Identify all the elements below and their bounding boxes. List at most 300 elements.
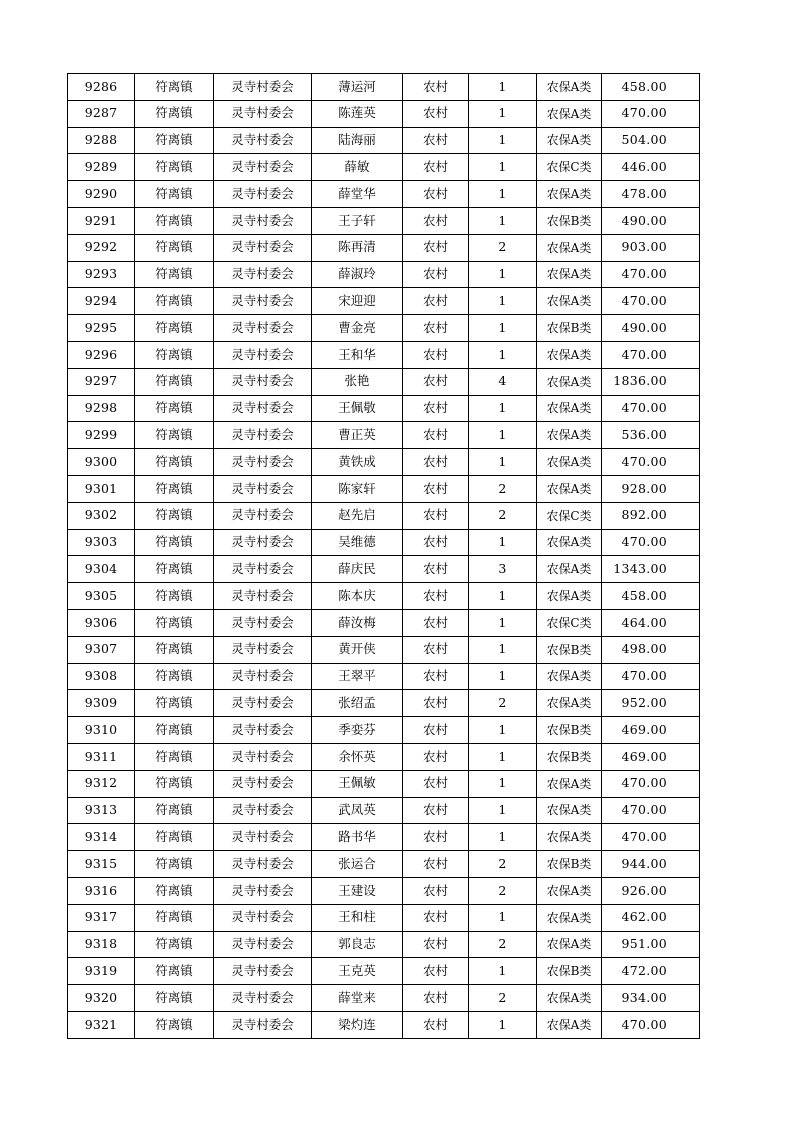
cell-id: 9291 bbox=[68, 207, 135, 234]
cell-count: 1 bbox=[469, 315, 537, 342]
cell-type: 农村 bbox=[403, 556, 469, 583]
cell-type: 农村 bbox=[403, 529, 469, 556]
cell-amount: 470.00 bbox=[602, 770, 700, 797]
cell-id: 9294 bbox=[68, 288, 135, 315]
cell-category: 农保B类 bbox=[537, 717, 602, 744]
cell-amount: 469.00 bbox=[602, 743, 700, 770]
cell-type: 农村 bbox=[403, 636, 469, 663]
table-row bbox=[68, 583, 700, 610]
cell-name: 曹金亮 bbox=[312, 315, 403, 342]
cell-category: 农保A类 bbox=[537, 74, 602, 101]
cell-town: 符离镇 bbox=[135, 1011, 214, 1038]
cell-count: 1 bbox=[469, 770, 537, 797]
table-row bbox=[68, 1011, 700, 1038]
cell-amount: 458.00 bbox=[602, 583, 700, 610]
cell-category: 农保A类 bbox=[537, 770, 602, 797]
cell-category: 农保A类 bbox=[537, 529, 602, 556]
table-row bbox=[68, 717, 700, 744]
cell-id: 9320 bbox=[68, 985, 135, 1012]
cell-type: 农村 bbox=[403, 851, 469, 878]
cell-category: 农保B类 bbox=[537, 315, 602, 342]
cell-village: 灵寺村委会 bbox=[214, 824, 312, 851]
cell-count: 2 bbox=[469, 475, 537, 502]
cell-village: 灵寺村委会 bbox=[214, 207, 312, 234]
cell-village: 灵寺村委会 bbox=[214, 475, 312, 502]
cell-name: 王子轩 bbox=[312, 207, 403, 234]
cell-name: 薄运河 bbox=[312, 74, 403, 101]
cell-name: 王建设 bbox=[312, 877, 403, 904]
cell-id: 9304 bbox=[68, 556, 135, 583]
cell-id: 9311 bbox=[68, 743, 135, 770]
cell-type: 农村 bbox=[403, 261, 469, 288]
cell-town: 符离镇 bbox=[135, 931, 214, 958]
cell-count: 2 bbox=[469, 502, 537, 529]
cell-type: 农村 bbox=[403, 690, 469, 717]
cell-name: 王和柱 bbox=[312, 904, 403, 931]
cell-type: 农村 bbox=[403, 797, 469, 824]
cell-id: 9288 bbox=[68, 127, 135, 154]
cell-amount: 446.00 bbox=[602, 154, 700, 181]
cell-type: 农村 bbox=[403, 181, 469, 208]
table-row bbox=[68, 958, 700, 985]
cell-id: 9287 bbox=[68, 100, 135, 127]
cell-count: 1 bbox=[469, 904, 537, 931]
cell-amount: 470.00 bbox=[602, 100, 700, 127]
cell-id: 9319 bbox=[68, 958, 135, 985]
cell-id: 9318 bbox=[68, 931, 135, 958]
cell-count: 1 bbox=[469, 797, 537, 824]
table-row bbox=[68, 368, 700, 395]
cell-town: 符离镇 bbox=[135, 502, 214, 529]
cell-type: 农村 bbox=[403, 877, 469, 904]
cell-type: 农村 bbox=[403, 824, 469, 851]
cell-count: 1 bbox=[469, 449, 537, 476]
cell-amount: 470.00 bbox=[602, 1011, 700, 1038]
cell-id: 9293 bbox=[68, 261, 135, 288]
cell-id: 9307 bbox=[68, 636, 135, 663]
cell-category: 农保A类 bbox=[537, 985, 602, 1012]
cell-name: 张绍孟 bbox=[312, 690, 403, 717]
cell-town: 符离镇 bbox=[135, 609, 214, 636]
cell-count: 2 bbox=[469, 931, 537, 958]
cell-name: 薛敏 bbox=[312, 154, 403, 181]
cell-town: 符离镇 bbox=[135, 74, 214, 101]
cell-type: 农村 bbox=[403, 127, 469, 154]
cell-amount: 470.00 bbox=[602, 663, 700, 690]
cell-town: 符离镇 bbox=[135, 583, 214, 610]
cell-town: 符离镇 bbox=[135, 717, 214, 744]
cell-village: 灵寺村委会 bbox=[214, 181, 312, 208]
cell-type: 农村 bbox=[403, 74, 469, 101]
cell-id: 9292 bbox=[68, 234, 135, 261]
cell-village: 灵寺村委会 bbox=[214, 717, 312, 744]
cell-town: 符离镇 bbox=[135, 315, 214, 342]
cell-category: 农保A类 bbox=[537, 475, 602, 502]
cell-town: 符离镇 bbox=[135, 743, 214, 770]
cell-id: 9299 bbox=[68, 422, 135, 449]
cell-amount: 1836.00 bbox=[602, 368, 700, 395]
cell-count: 2 bbox=[469, 985, 537, 1012]
cell-id: 9321 bbox=[68, 1011, 135, 1038]
cell-town: 符离镇 bbox=[135, 288, 214, 315]
cell-village: 灵寺村委会 bbox=[214, 797, 312, 824]
cell-name: 郭良志 bbox=[312, 931, 403, 958]
cell-category: 农保A类 bbox=[537, 127, 602, 154]
cell-amount: 470.00 bbox=[602, 824, 700, 851]
cell-town: 符离镇 bbox=[135, 181, 214, 208]
cell-amount: 470.00 bbox=[602, 261, 700, 288]
table-row bbox=[68, 127, 700, 154]
cell-name: 陈家轩 bbox=[312, 475, 403, 502]
cell-amount: 892.00 bbox=[602, 502, 700, 529]
cell-village: 灵寺村委会 bbox=[214, 74, 312, 101]
cell-id: 9300 bbox=[68, 449, 135, 476]
cell-id: 9289 bbox=[68, 154, 135, 181]
table-row bbox=[68, 502, 700, 529]
cell-town: 符离镇 bbox=[135, 904, 214, 931]
cell-id: 9306 bbox=[68, 609, 135, 636]
table-row bbox=[68, 636, 700, 663]
table-row bbox=[68, 341, 700, 368]
cell-name: 薛汝梅 bbox=[312, 609, 403, 636]
cell-type: 农村 bbox=[403, 234, 469, 261]
table-row bbox=[68, 74, 700, 101]
table-row bbox=[68, 288, 700, 315]
cell-amount: 490.00 bbox=[602, 315, 700, 342]
cell-category: 农保A类 bbox=[537, 583, 602, 610]
table-row bbox=[68, 556, 700, 583]
cell-town: 符离镇 bbox=[135, 395, 214, 422]
table-row bbox=[68, 904, 700, 931]
cell-village: 灵寺村委会 bbox=[214, 449, 312, 476]
cell-name: 薛堂华 bbox=[312, 181, 403, 208]
cell-count: 1 bbox=[469, 207, 537, 234]
cell-town: 符离镇 bbox=[135, 797, 214, 824]
cell-amount: 472.00 bbox=[602, 958, 700, 985]
table-row bbox=[68, 690, 700, 717]
cell-category: 农保A类 bbox=[537, 904, 602, 931]
cell-category: 农保A类 bbox=[537, 797, 602, 824]
cell-category: 农保A类 bbox=[537, 100, 602, 127]
cell-amount: 498.00 bbox=[602, 636, 700, 663]
cell-type: 农村 bbox=[403, 717, 469, 744]
cell-amount: 464.00 bbox=[602, 609, 700, 636]
cell-village: 灵寺村委会 bbox=[214, 931, 312, 958]
cell-category: 农保A类 bbox=[537, 234, 602, 261]
cell-category: 农保A类 bbox=[537, 181, 602, 208]
cell-id: 9295 bbox=[68, 315, 135, 342]
cell-town: 符离镇 bbox=[135, 824, 214, 851]
table-row bbox=[68, 609, 700, 636]
cell-amount: 903.00 bbox=[602, 234, 700, 261]
cell-id: 9314 bbox=[68, 824, 135, 851]
cell-category: 农保A类 bbox=[537, 422, 602, 449]
cell-name: 路书华 bbox=[312, 824, 403, 851]
cell-name: 王翠平 bbox=[312, 663, 403, 690]
table-row bbox=[68, 743, 700, 770]
cell-category: 农保C类 bbox=[537, 154, 602, 181]
cell-count: 1 bbox=[469, 663, 537, 690]
cell-town: 符离镇 bbox=[135, 877, 214, 904]
cell-amount: 458.00 bbox=[602, 74, 700, 101]
cell-village: 灵寺村委会 bbox=[214, 422, 312, 449]
cell-town: 符离镇 bbox=[135, 556, 214, 583]
cell-village: 灵寺村委会 bbox=[214, 288, 312, 315]
cell-village: 灵寺村委会 bbox=[214, 636, 312, 663]
cell-id: 9303 bbox=[68, 529, 135, 556]
cell-amount: 934.00 bbox=[602, 985, 700, 1012]
cell-village: 灵寺村委会 bbox=[214, 958, 312, 985]
cell-category: 农保C类 bbox=[537, 609, 602, 636]
cell-name: 宋迎迎 bbox=[312, 288, 403, 315]
cell-category: 农保B类 bbox=[537, 636, 602, 663]
cell-name: 梁灼连 bbox=[312, 1011, 403, 1038]
cell-town: 符离镇 bbox=[135, 985, 214, 1012]
cell-village: 灵寺村委会 bbox=[214, 663, 312, 690]
cell-id: 9298 bbox=[68, 395, 135, 422]
cell-count: 1 bbox=[469, 1011, 537, 1038]
table-row bbox=[68, 395, 700, 422]
cell-id: 9308 bbox=[68, 663, 135, 690]
table-row bbox=[68, 422, 700, 449]
cell-village: 灵寺村委会 bbox=[214, 583, 312, 610]
cell-town: 符离镇 bbox=[135, 958, 214, 985]
cell-category: 农保B类 bbox=[537, 851, 602, 878]
cell-amount: 504.00 bbox=[602, 127, 700, 154]
cell-amount: 928.00 bbox=[602, 475, 700, 502]
table-row bbox=[68, 100, 700, 127]
cell-town: 符离镇 bbox=[135, 770, 214, 797]
cell-category: 农保B类 bbox=[537, 958, 602, 985]
cell-count: 1 bbox=[469, 74, 537, 101]
cell-town: 符离镇 bbox=[135, 234, 214, 261]
table-row bbox=[68, 770, 700, 797]
cell-type: 农村 bbox=[403, 315, 469, 342]
cell-count: 1 bbox=[469, 958, 537, 985]
cell-type: 农村 bbox=[403, 422, 469, 449]
cell-name: 余怀英 bbox=[312, 743, 403, 770]
cell-name: 王佩敬 bbox=[312, 395, 403, 422]
cell-category: 农保A类 bbox=[537, 368, 602, 395]
cell-name: 薛堂来 bbox=[312, 985, 403, 1012]
cell-amount: 926.00 bbox=[602, 877, 700, 904]
cell-type: 农村 bbox=[403, 583, 469, 610]
cell-town: 符离镇 bbox=[135, 663, 214, 690]
cell-count: 1 bbox=[469, 636, 537, 663]
cell-type: 农村 bbox=[403, 743, 469, 770]
cell-village: 灵寺村委会 bbox=[214, 127, 312, 154]
cell-town: 符离镇 bbox=[135, 368, 214, 395]
cell-count: 1 bbox=[469, 181, 537, 208]
cell-id: 9317 bbox=[68, 904, 135, 931]
cell-type: 农村 bbox=[403, 288, 469, 315]
table-row bbox=[68, 449, 700, 476]
cell-count: 1 bbox=[469, 341, 537, 368]
cell-category: 农保A类 bbox=[537, 449, 602, 476]
cell-count: 1 bbox=[469, 824, 537, 851]
table-row bbox=[68, 475, 700, 502]
cell-village: 灵寺村委会 bbox=[214, 100, 312, 127]
cell-type: 农村 bbox=[403, 207, 469, 234]
cell-village: 灵寺村委会 bbox=[214, 395, 312, 422]
cell-category: 农保A类 bbox=[537, 824, 602, 851]
table-row bbox=[68, 931, 700, 958]
table-row bbox=[68, 985, 700, 1012]
cell-type: 农村 bbox=[403, 609, 469, 636]
cell-category: 农保A类 bbox=[537, 931, 602, 958]
cell-type: 农村 bbox=[403, 502, 469, 529]
cell-village: 灵寺村委会 bbox=[214, 368, 312, 395]
cell-name: 黄开侠 bbox=[312, 636, 403, 663]
cell-category: 农保A类 bbox=[537, 341, 602, 368]
cell-count: 2 bbox=[469, 234, 537, 261]
cell-category: 农保B类 bbox=[537, 207, 602, 234]
cell-id: 9315 bbox=[68, 851, 135, 878]
cell-category: 农保A类 bbox=[537, 690, 602, 717]
cell-amount: 1343.00 bbox=[602, 556, 700, 583]
cell-count: 1 bbox=[469, 717, 537, 744]
table-row bbox=[68, 877, 700, 904]
cell-amount: 490.00 bbox=[602, 207, 700, 234]
cell-id: 9316 bbox=[68, 877, 135, 904]
cell-amount: 470.00 bbox=[602, 529, 700, 556]
cell-amount: 462.00 bbox=[602, 904, 700, 931]
cell-amount: 951.00 bbox=[602, 931, 700, 958]
cell-amount: 470.00 bbox=[602, 797, 700, 824]
cell-name: 王佩敏 bbox=[312, 770, 403, 797]
cell-type: 农村 bbox=[403, 475, 469, 502]
table-row bbox=[68, 529, 700, 556]
cell-type: 农村 bbox=[403, 154, 469, 181]
cell-count: 1 bbox=[469, 395, 537, 422]
cell-town: 符离镇 bbox=[135, 636, 214, 663]
cell-village: 灵寺村委会 bbox=[214, 529, 312, 556]
cell-town: 符离镇 bbox=[135, 154, 214, 181]
cell-town: 符离镇 bbox=[135, 422, 214, 449]
cell-name: 黄铁成 bbox=[312, 449, 403, 476]
cell-id: 9309 bbox=[68, 690, 135, 717]
cell-id: 9313 bbox=[68, 797, 135, 824]
cell-village: 灵寺村委会 bbox=[214, 690, 312, 717]
table-row bbox=[68, 261, 700, 288]
cell-category: 农保C类 bbox=[537, 502, 602, 529]
cell-type: 农村 bbox=[403, 663, 469, 690]
table-row bbox=[68, 824, 700, 851]
cell-id: 9310 bbox=[68, 717, 135, 744]
table-body bbox=[68, 74, 700, 1039]
cell-village: 灵寺村委会 bbox=[214, 341, 312, 368]
cell-village: 灵寺村委会 bbox=[214, 502, 312, 529]
cell-type: 农村 bbox=[403, 770, 469, 797]
cell-amount: 469.00 bbox=[602, 717, 700, 744]
table-row bbox=[68, 181, 700, 208]
cell-name: 陈本庆 bbox=[312, 583, 403, 610]
cell-village: 灵寺村委会 bbox=[214, 770, 312, 797]
cell-count: 2 bbox=[469, 851, 537, 878]
cell-village: 灵寺村委会 bbox=[214, 609, 312, 636]
cell-amount: 478.00 bbox=[602, 181, 700, 208]
cell-id: 9301 bbox=[68, 475, 135, 502]
cell-count: 1 bbox=[469, 261, 537, 288]
cell-town: 符离镇 bbox=[135, 341, 214, 368]
cell-count: 1 bbox=[469, 127, 537, 154]
cell-town: 符离镇 bbox=[135, 449, 214, 476]
cell-name: 陆海丽 bbox=[312, 127, 403, 154]
cell-village: 灵寺村委会 bbox=[214, 851, 312, 878]
cell-count: 1 bbox=[469, 100, 537, 127]
cell-village: 灵寺村委会 bbox=[214, 556, 312, 583]
cell-town: 符离镇 bbox=[135, 475, 214, 502]
allowance-table bbox=[67, 73, 700, 1039]
cell-id: 9302 bbox=[68, 502, 135, 529]
cell-count: 1 bbox=[469, 422, 537, 449]
cell-amount: 470.00 bbox=[602, 395, 700, 422]
cell-name: 薛淑玲 bbox=[312, 261, 403, 288]
cell-village: 灵寺村委会 bbox=[214, 877, 312, 904]
table-row bbox=[68, 663, 700, 690]
cell-id: 9297 bbox=[68, 368, 135, 395]
cell-type: 农村 bbox=[403, 904, 469, 931]
cell-id: 9286 bbox=[68, 74, 135, 101]
cell-village: 灵寺村委会 bbox=[214, 315, 312, 342]
cell-category: 农保A类 bbox=[537, 1011, 602, 1038]
table-row bbox=[68, 315, 700, 342]
cell-name: 陈莲英 bbox=[312, 100, 403, 127]
cell-amount: 536.00 bbox=[602, 422, 700, 449]
cell-name: 武凤英 bbox=[312, 797, 403, 824]
cell-name: 张运合 bbox=[312, 851, 403, 878]
cell-name: 赵先启 bbox=[312, 502, 403, 529]
cell-amount: 944.00 bbox=[602, 851, 700, 878]
cell-type: 农村 bbox=[403, 449, 469, 476]
cell-name: 薛庆民 bbox=[312, 556, 403, 583]
cell-village: 灵寺村委会 bbox=[214, 154, 312, 181]
table-row bbox=[68, 207, 700, 234]
cell-count: 3 bbox=[469, 556, 537, 583]
cell-count: 2 bbox=[469, 877, 537, 904]
cell-category: 农保A类 bbox=[537, 288, 602, 315]
cell-category: 农保B类 bbox=[537, 743, 602, 770]
cell-name: 陈再清 bbox=[312, 234, 403, 261]
cell-name: 张艳 bbox=[312, 368, 403, 395]
cell-count: 2 bbox=[469, 690, 537, 717]
cell-town: 符离镇 bbox=[135, 207, 214, 234]
cell-type: 农村 bbox=[403, 1011, 469, 1038]
cell-name: 吴维德 bbox=[312, 529, 403, 556]
table-row bbox=[68, 797, 700, 824]
cell-village: 灵寺村委会 bbox=[214, 1011, 312, 1038]
cell-type: 农村 bbox=[403, 958, 469, 985]
cell-town: 符离镇 bbox=[135, 100, 214, 127]
cell-name: 王克英 bbox=[312, 958, 403, 985]
cell-village: 灵寺村委会 bbox=[214, 234, 312, 261]
cell-id: 9312 bbox=[68, 770, 135, 797]
cell-count: 4 bbox=[469, 368, 537, 395]
cell-town: 符离镇 bbox=[135, 127, 214, 154]
cell-category: 农保A类 bbox=[537, 556, 602, 583]
cell-type: 农村 bbox=[403, 368, 469, 395]
table-row bbox=[68, 154, 700, 181]
cell-category: 农保A类 bbox=[537, 395, 602, 422]
table-row bbox=[68, 851, 700, 878]
cell-id: 9290 bbox=[68, 181, 135, 208]
cell-count: 1 bbox=[469, 288, 537, 315]
cell-town: 符离镇 bbox=[135, 851, 214, 878]
cell-type: 农村 bbox=[403, 100, 469, 127]
cell-town: 符离镇 bbox=[135, 690, 214, 717]
cell-village: 灵寺村委会 bbox=[214, 985, 312, 1012]
cell-amount: 470.00 bbox=[602, 449, 700, 476]
